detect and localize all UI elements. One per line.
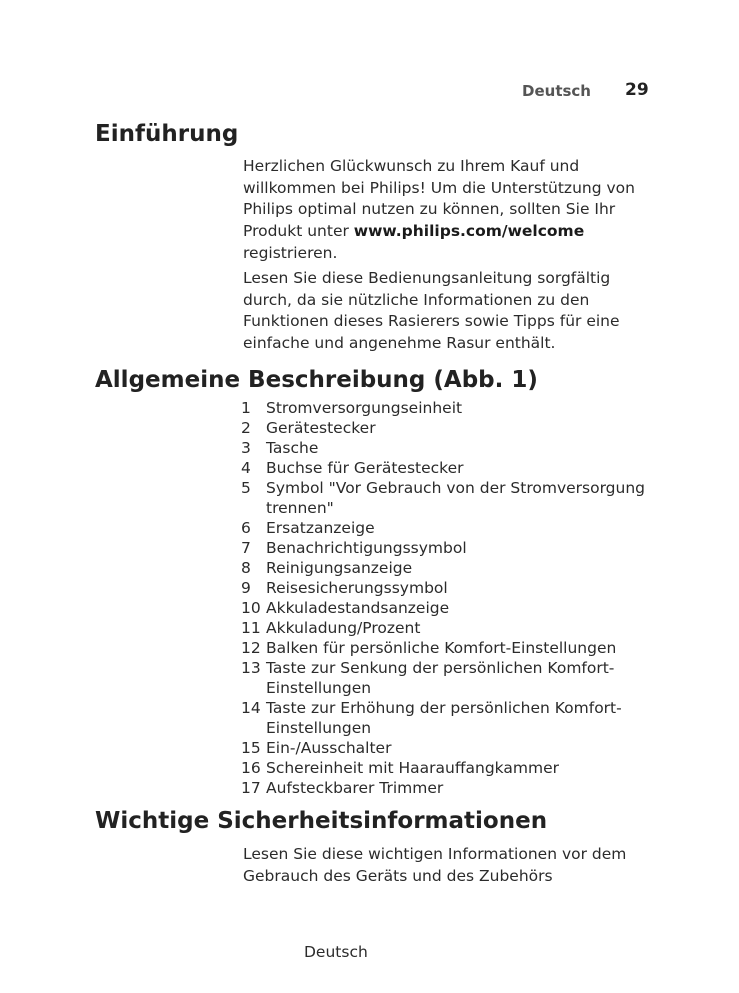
list-item	[241, 518, 651, 538]
philips-welcome-link[interactable]: www.philips.com/welcome	[353, 222, 585, 241]
safety-paragraph: Lesen Sie diese wichtigen Informationen vor dem Gebrauch des Geräts und des Zubehörs	[243, 845, 627, 885]
list-item-number: 16	[241, 759, 261, 777]
page-number: 29	[625, 80, 649, 100]
heading-description: Allgemeine Beschreibung (Abb. 1)	[95, 367, 538, 393]
list-item	[241, 738, 651, 758]
list-item-number: 13	[241, 659, 261, 677]
heading-intro: Einführung	[95, 121, 239, 147]
list-item-number: 7	[241, 539, 251, 557]
list-item-number: 1	[241, 399, 251, 417]
list-item-text: Akkuladestandsanzeige	[266, 599, 450, 617]
list-item	[241, 558, 651, 578]
list-item-number: 12	[241, 639, 261, 657]
list-item	[241, 638, 651, 658]
list-item-text: Tasche	[266, 439, 319, 457]
list-item-text: Gerätestecker	[266, 419, 376, 437]
list-item-number: 5	[241, 479, 251, 497]
list-item-text: Taste zur Senkung der persönlichen Komfort-Einstellungen	[266, 659, 615, 697]
list-item	[241, 698, 651, 738]
list-item	[241, 478, 651, 518]
intro-paragraph-1-start: Herzlichen Glückwunsch zu Ihrem Kauf und willkommen bei Philips! Um die Unterstützung von Philips optimal nutzen zu können, sollten Sie Ihr Produkt unter	[243, 157, 635, 241]
list-item-text: Akkuladung/Prozent	[266, 619, 421, 637]
intro-paragraph-1-end: registrieren.	[243, 243, 338, 262]
list-item-number: 11	[241, 619, 261, 637]
list-item-number: 4	[241, 459, 251, 477]
list-item-number: 15	[241, 739, 261, 757]
list-item-text: Balken für persönliche Komfort-Einstellungen	[266, 639, 617, 657]
list-item-text: Benachrichtigungssymbol	[266, 539, 467, 557]
list-item	[241, 418, 651, 438]
list-item-number: 10	[241, 599, 261, 617]
list-item	[241, 538, 651, 558]
list-item-number: 2	[241, 419, 251, 437]
list-item-number: 6	[241, 519, 251, 537]
list-item-text: Ein-/Ausschalter	[266, 739, 392, 757]
list-item-text: Stromversorgungseinheit	[266, 399, 463, 417]
list-item-text: Reinigungsanzeige	[266, 559, 413, 577]
list-item	[241, 658, 651, 698]
list-item-number: 14	[241, 699, 261, 717]
footer-language: Deutsch	[304, 943, 368, 961]
list-item-number: 17	[241, 779, 261, 797]
list-item-text: Schereinheit mit Haarauffangkammer	[266, 759, 559, 777]
list-item-text: Reisesicherungssymbol	[266, 579, 448, 597]
page-header	[0, 80, 739, 102]
heading-safety: Wichtige Sicherheitsinformationen	[95, 808, 548, 834]
list-item	[241, 598, 651, 618]
list-item-number: 3	[241, 439, 251, 457]
list-item-number: 9	[241, 579, 251, 597]
intro-paragraph-2: Lesen Sie diese Bedienungsanleitung sorgfältig durch, da sie nützliche Informationen zu den Funktionen dieses Rasierers sowie Tipps für eine einfache und angenehme Rasur enthält.	[243, 269, 620, 353]
list-item	[241, 438, 651, 458]
list-item-number: 8	[241, 559, 251, 577]
list-item	[241, 758, 651, 778]
header-language: Deutsch	[522, 82, 591, 100]
list-item-text: Aufsteckbarer Trimmer	[266, 779, 444, 797]
list-item-text: Taste zur Erhöhung der persönlichen Komfort-Einstellungen	[266, 699, 622, 737]
intro-paragraph-1	[243, 156, 643, 265]
list-item	[241, 398, 651, 418]
list-item	[241, 578, 651, 598]
list-item-text: Buchse für Gerätestecker	[266, 459, 464, 477]
list-item	[241, 458, 651, 478]
list-item	[241, 778, 651, 798]
list-item	[241, 618, 651, 638]
list-item-text: Symbol "Vor Gebrauch von der Stromversorgung trennen"	[266, 479, 646, 517]
list-item-text: Ersatzanzeige	[266, 519, 375, 537]
component-list	[241, 398, 651, 798]
